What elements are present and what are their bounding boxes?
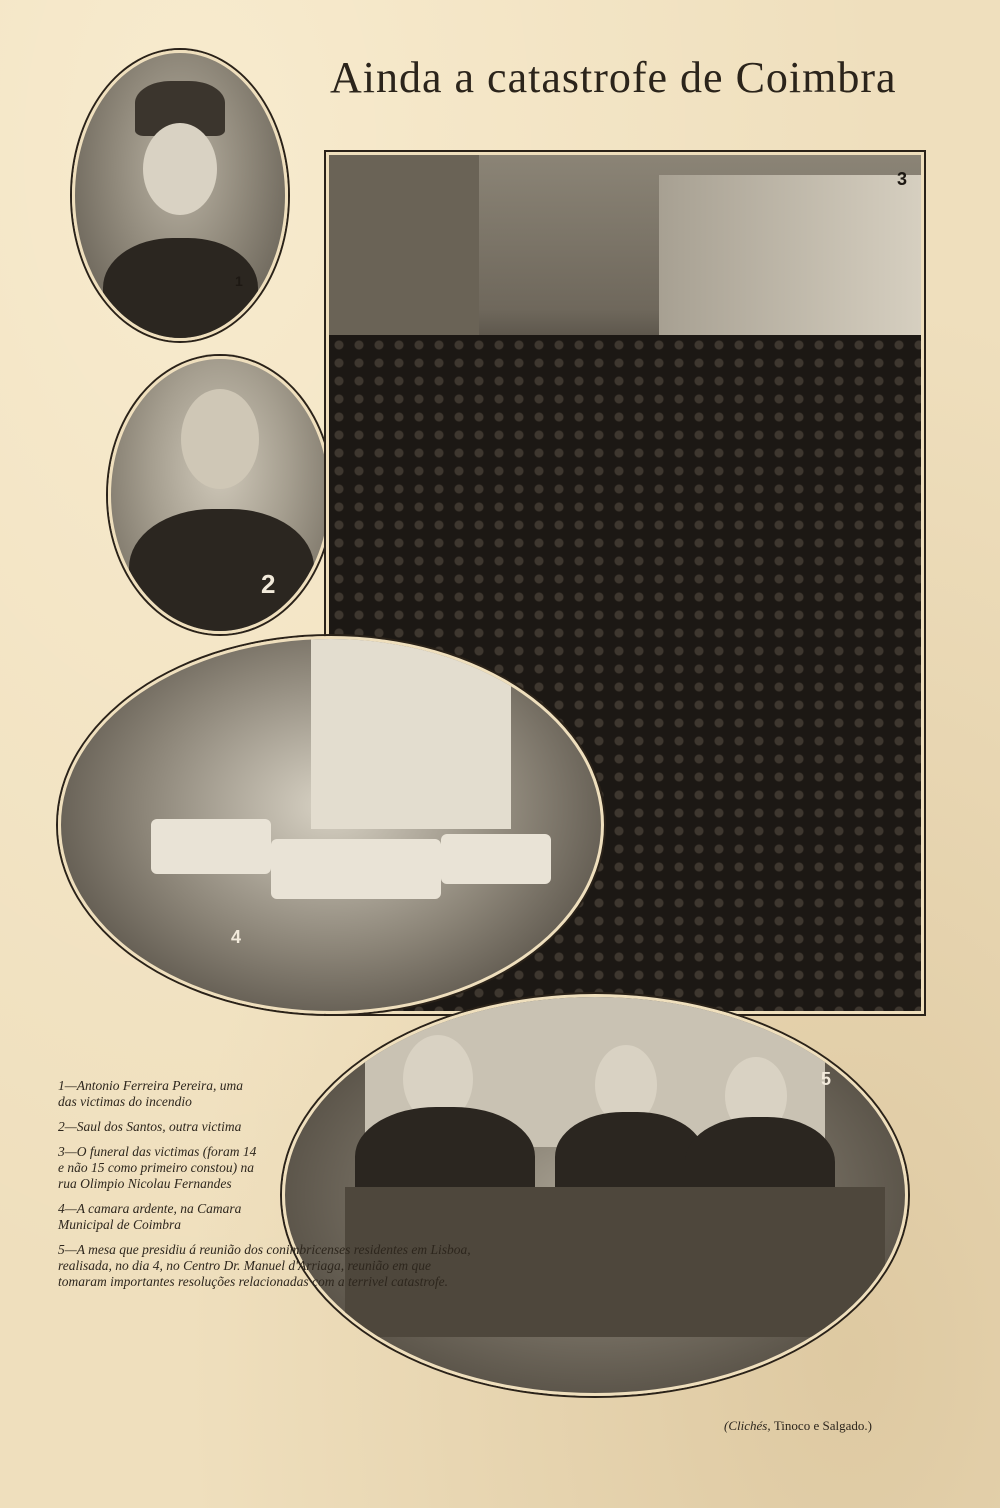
- caption-5: 5—A mesa que presidiu á reunião dos conimbricenses residentes em Lisboa, realisada, no dia 4, no Centro Dr. Manuel d'Arriaga, reunião em que tomaram importantes resoluções relacionadas com a terrivel catastrofe.: [58, 1242, 471, 1289]
- photo-portrait-2: [108, 356, 332, 634]
- credit-names: Tinoco e Salgado.): [773, 1418, 872, 1433]
- photo-meeting-table: [282, 994, 908, 1396]
- caption-3: 3—O funeral das victimas (foram 14 e não 15 como primeiro constou) na rua Olimpio Nicolau Fernandes: [58, 1144, 257, 1191]
- credit-prefix: (Clichés,: [724, 1418, 771, 1433]
- caption-4: 4—A camara ardente, na Camara Municipal de Coimbra: [58, 1201, 242, 1232]
- photo-number: 3: [897, 169, 908, 189]
- page-title: Ainda a catastrofe de Coimbra: [330, 53, 897, 102]
- photo-number: 2: [261, 569, 276, 599]
- photo-number: 4: [231, 927, 242, 947]
- photo-credit: [724, 1418, 872, 1434]
- photo-number: 5: [821, 1069, 832, 1089]
- photo-camara-ardente: [58, 636, 604, 1014]
- photo-number: 1: [235, 273, 243, 289]
- photo-portrait-1: [72, 50, 288, 341]
- caption-1: 1—Antonio Ferreira Pereira, uma das victimas do incendio: [58, 1078, 243, 1109]
- caption-2: 2—Saul dos Santos, outra victima: [58, 1119, 242, 1134]
- photo-captions: [58, 1078, 471, 1299]
